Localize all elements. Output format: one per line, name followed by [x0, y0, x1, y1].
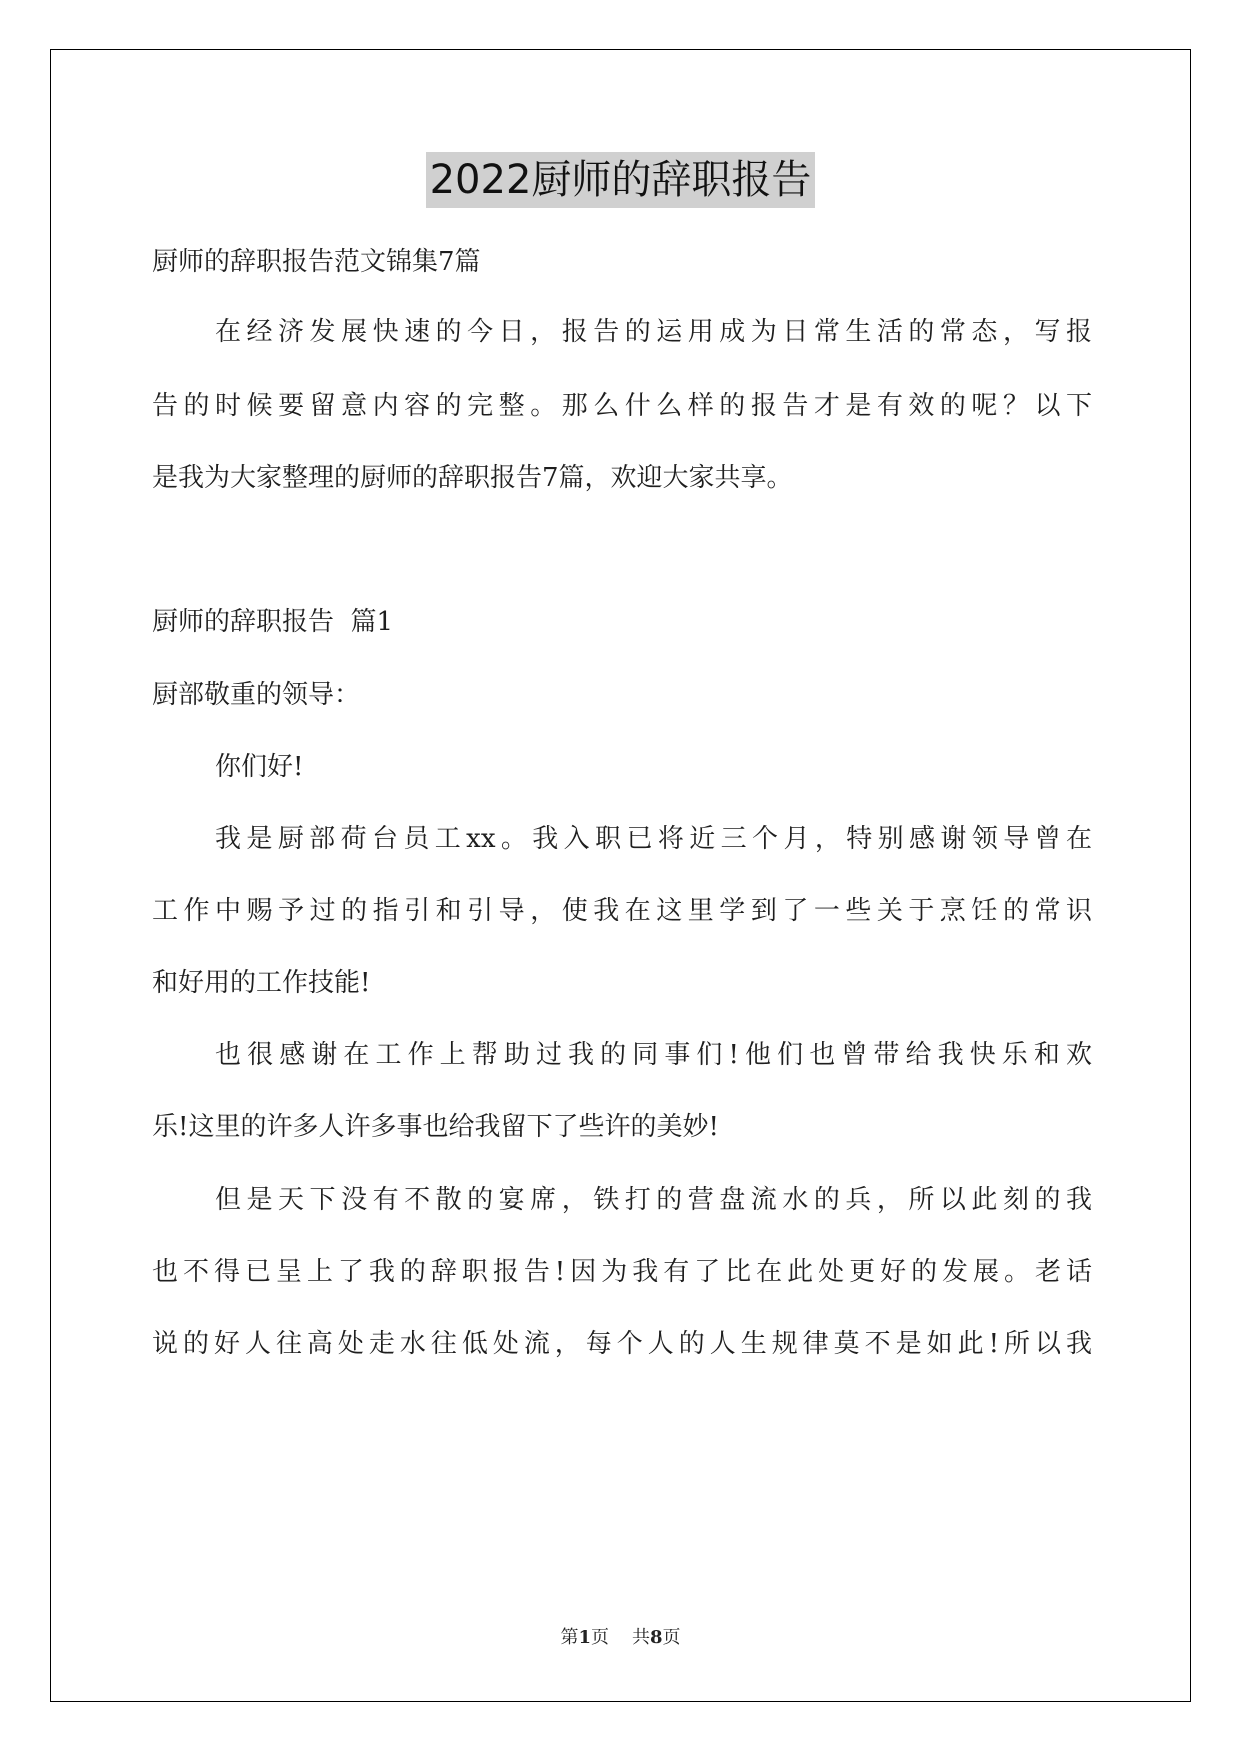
page-footer [0, 1626, 1241, 1650]
greeting-line: 你们好! [215, 752, 304, 782]
total-prefix: 共 [631, 1627, 650, 1648]
paragraph-line: 告的时候要留意内容的完整。那么什么样的报告才是有效的呢？以下 [152, 391, 1092, 421]
paragraph-line: 工作中赐予过的指引和引导，使我在这里学到了一些关于烹饪的常识 [152, 896, 1092, 926]
section-heading: 厨师的辞职报告 篇1 [152, 607, 394, 637]
document-title: 2022厨师的辞职报告 [426, 152, 816, 208]
page-border [50, 49, 1191, 1702]
paragraph-line: 我是厨部荷台员工xx。我入职已将近三个月，特别感谢领导曾在 [215, 824, 1092, 854]
page-suffix: 页 [591, 1627, 610, 1648]
salutation-line: 厨部敬重的领导： [152, 680, 361, 710]
paragraph-line: 也很感谢在工作上帮助过我的同事们!他们也曾带给我快乐和欢 [215, 1040, 1092, 1070]
page-prefix: 第 [560, 1627, 579, 1648]
paragraph-line: 乐!这里的许多人许多事也给我留下了些许的美妙! [152, 1112, 719, 1142]
title-container [0, 152, 1241, 208]
paragraph-line: 和好用的工作技能! [152, 968, 371, 998]
paragraph-line: 是我为大家整理的厨师的辞职报告7篇，欢迎大家共享。 [152, 463, 793, 493]
paragraph-line: 也不得已呈上了我的辞职报告!因为我有了比在此处更好的发展。老话 [152, 1257, 1092, 1287]
total-suffix: 页 [662, 1627, 681, 1648]
paragraph-line: 说的好人往高处走水往低处流，每个人的人生规律莫不是如此!所以我 [152, 1329, 1092, 1359]
page-number: 1 [578, 1627, 592, 1648]
paragraph-line: 但是天下没有不散的宴席，铁打的营盘流水的兵，所以此刻的我 [215, 1185, 1092, 1215]
total-pages: 8 [649, 1627, 663, 1648]
subtitle-line: 厨师的辞职报告范文锦集7篇 [152, 247, 481, 277]
paragraph-line: 在经济发展快速的今日，报告的运用成为日常生活的常态，写报 [215, 317, 1092, 347]
